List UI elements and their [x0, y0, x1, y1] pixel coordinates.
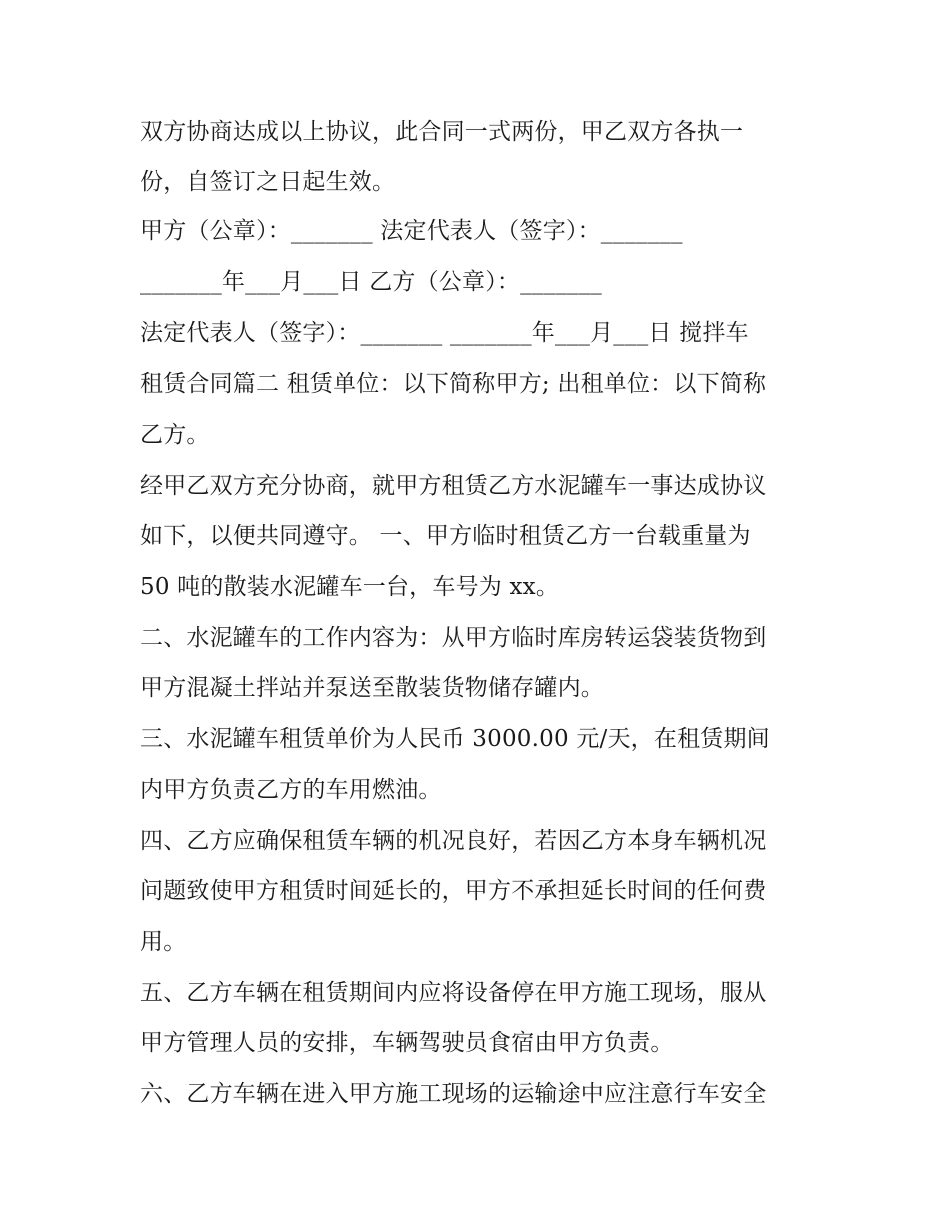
text-line: 六、乙方车辆在进入甲方施工现场的运输途中应注意行车安全 [140, 1081, 767, 1107]
text-line: 份，自签订之日起生效。 [140, 169, 396, 195]
text-line: 双方协商达成以上协议，此合同一式两份，甲乙双方各执一 [140, 119, 744, 145]
text-line: 四、乙方应确保租赁车辆的机况良好，若因乙方本身车辆机况 [140, 828, 767, 854]
text-line: 三、水泥罐车租赁单价为人民币 3000.00 元/天，在租赁期间 [140, 726, 770, 752]
text-line: 乙方。 [140, 422, 210, 448]
text-line: 甲方（公章）：_______ 法定代表人（签字）：_______ [140, 218, 683, 244]
text-line: 法定代表人（签字）：_______ _______年___月___日 搅拌车 [140, 320, 749, 346]
text-line: 甲方管理人员的安排，车辆驾驶员食宿由甲方负责。 [140, 1030, 674, 1056]
text-line: 租赁合同篇二 租赁单位：以下简称甲方; 出租单位：以下简称 [140, 371, 767, 397]
text-line: 用。 [140, 929, 187, 955]
text-line: _______年___月___日 乙方（公章）：_______ [140, 269, 603, 295]
text-line: 五、乙方车辆在租赁期间内应将设备停在甲方施工现场，服从 [140, 980, 767, 1006]
text-line: 内甲方负责乙方的车用燃油。 [140, 777, 442, 803]
text-line: 二、水泥罐车的工作内容为：从甲方临时库房转运袋装货物到 [140, 625, 767, 651]
text-line: 如下，以便共同遵守。 一、甲方临时租赁乙方一台载重量为 [140, 523, 751, 549]
text-line: 50 吨的散装水泥罐车一台，车号为 xx。 [140, 574, 560, 600]
text-line: 甲方混凝土拌站并泵送至散装货物储存罐内。 [140, 675, 604, 701]
text-line: 问题致使甲方租赁时间延长的，甲方不承担延长时间的任何费 [140, 878, 767, 904]
text-line: 经甲乙双方充分协商，就甲方租赁乙方水泥罐车一事达成协议 [140, 473, 767, 499]
